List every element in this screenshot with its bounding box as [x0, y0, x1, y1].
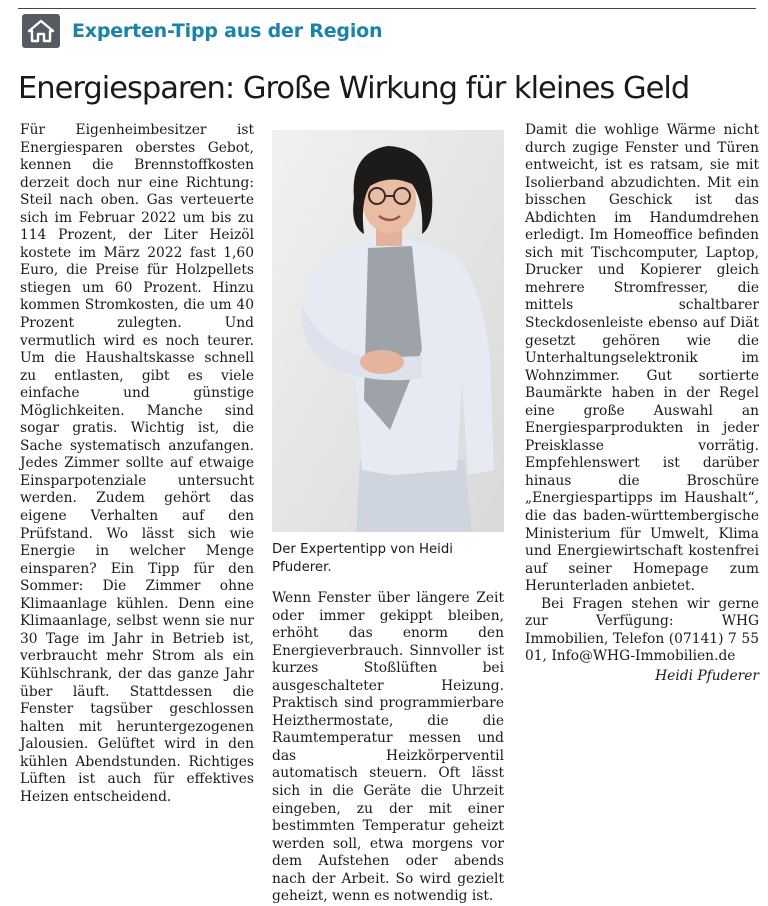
- article-column-3: [525, 122, 759, 686]
- author-byline: Heidi Pfuderer: [655, 667, 759, 684]
- article-column-2: [272, 590, 504, 906]
- kicker-label: Experten-Tipp aus der Region: [72, 20, 383, 42]
- photo-caption: Der Expertentipp von Heidi Pfuderer.: [272, 542, 453, 575]
- top-rule: [18, 8, 756, 9]
- house-icon: [22, 14, 60, 48]
- headline: Energiesparen: Große Wirkung für kleines Geld: [18, 71, 690, 106]
- contact-paragraph: Bei Fragen stehen wir gerne zur Verfügung: WHG Immobilien, Telefon (07141) 7 55 01, Info@WHG-Immobilien.de: [525, 595, 759, 665]
- paragraph: Für Eigenheimbesitzer ist Energiesparen oberstes Gebot, kennen die Brennstoffkosten derzeit doch nur eine Richtung: Steil nach oben. Gas verteuerte sich im Februar 2022 um bis zu 114 Prozent, der Liter Heizöl kostete im März 2022 fast 1,60 Euro, die Preise für Holzpellets stiegen um 60 Prozent. Hinzu kommen Stromkosten, die um 40 Prozent zulegten. Und vermutlich wird es noch teurer. Um die Haushaltskasse schnell zu entlasten, gibt es viele einfache und günstige Möglichkeiten. Manche sind sogar gratis. Wichtig ist, die Sache systematisch anzufangen. Jedes Zimmer sollte auf etwaige Einsparpotenziale untersucht werden. Zudem gehört das eigene Verhalten auf den Prüfstand. Wo lässt sich wie Energie in welcher Menge einsparen? Ein Tipp für den Sommer: Die Zimmer ohne Klimaanlage kühlen. Denn eine Klimaanlage, selbst wenn sie nur 30 Tage im Jahr in Betrieb ist, verbraucht mehr Strom als ein Kühlschrank, der das ganze Jahr über läuft. Stattdessen die Fenster tagsüber geschlossen halten mit heruntergezogenen Jalousien. Gelüftet wird in den kühlen Abendstunden. Richtiges Lüften ist auch für effektives Heizen entscheidend.: [20, 122, 254, 805]
- paragraph: Wenn Fenster über längere Zeit oder immer gekippt bleiben, erhöht das enorm den Energieverbrauch. Sinnvoller ist kurzes Stoßlüften bei ausgeschalteter Heizung. Praktisch sind programmierbare Heizthermostate, die die Raumtemperatur messen und das Heizkörperventil automatisch steuern. Oft lässt sich in die Geräte die Uhrzeit eingeben, zu der mit einer bestimmten Temperatur geheizt werden soll, etwa morgens vor dem Aufstehen oder abends nach der Arbeit. So wird gezielt geheizt, wenn es notwendig ist.: [272, 590, 504, 905]
- author-photo: [272, 130, 504, 532]
- paragraph: Damit die wohlige Wärme nicht durch zugige Fenster und Türen entweicht, ist es ratsam, sie mit Isolierband abzudichten. Mit ein bisschen Geschick ist das Abdichten im Handumdrehen erledigt. Im Homeoffice befinden sich mit Tischcomputer, Laptop, Drucker und Kopierer gleich mehrere Stromfresser, die mittels schaltbarer Steckdosenleiste ebenso auf Diät gesetzt gehören wie die Unterhaltungselektronik im Wohnzimmer. Gut sortierte Baumärkte haben in der Regel eine große Auswahl an Energiesparprodukten in jeder Preisklasse vorrätig. Empfehlenswert ist darüber hinaus die Broschüre „Energiespartipps im Haushalt“, die das baden-württembergische Ministerium für Umwelt, Klima und Energiewirtschaft kostenfrei auf seiner Homepage zum Herunterladen anbietet.: [525, 122, 759, 595]
- article-column-1: [20, 122, 254, 806]
- section-kicker: [22, 14, 382, 48]
